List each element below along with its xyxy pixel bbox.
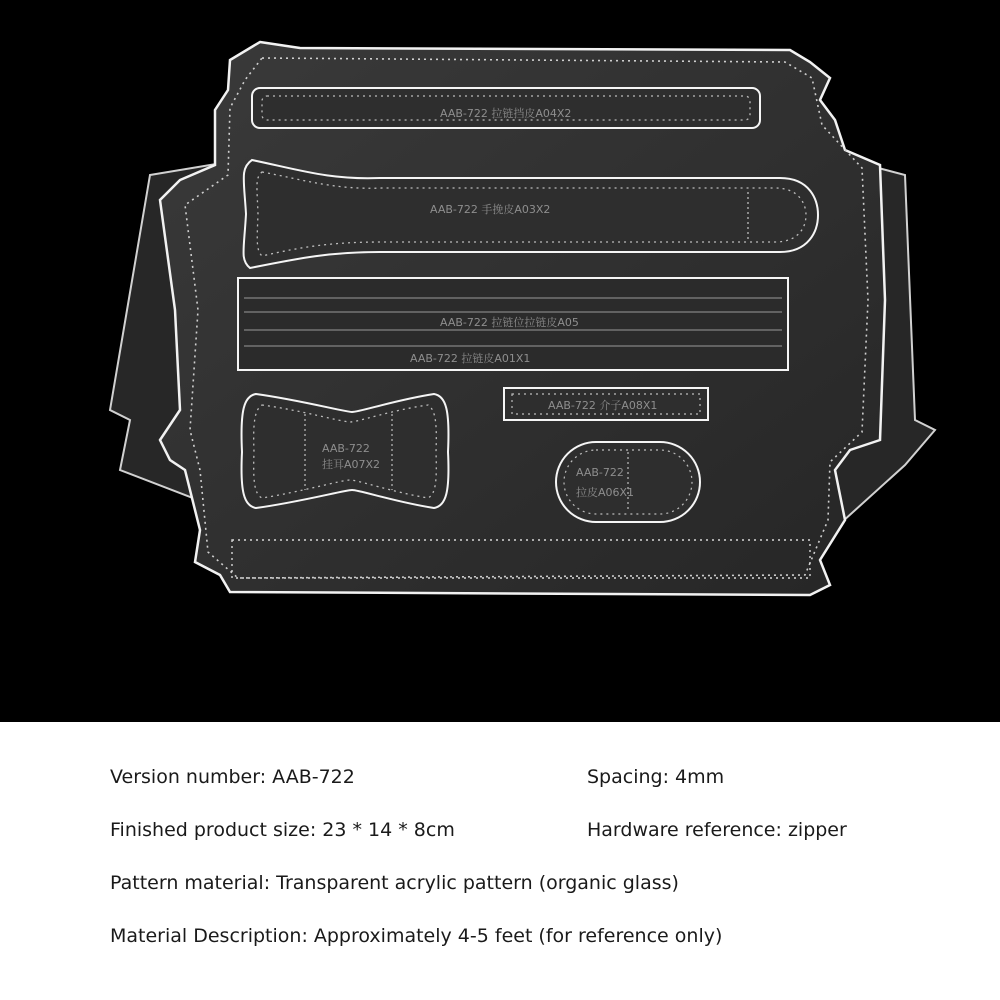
- strap-top-piece: [252, 88, 760, 128]
- zip-panel-piece: [238, 278, 788, 370]
- small-strip-label: AAB-722 介子A08X1: [548, 399, 658, 412]
- bowtie-piece: [242, 394, 449, 508]
- finished-product-size: Finished product size: 23 * 14 * 8cm: [110, 819, 455, 841]
- zip-panel-label-1: AAB-722 拉链位拉链皮A05: [440, 316, 579, 329]
- zip-panel-label-2: AAB-722 拉链皮A01X1: [410, 352, 531, 365]
- strap-top-label: AAB-722 拉链挡皮A04X2: [440, 107, 572, 120]
- bowtie-name: 挂耳A07X2: [322, 458, 381, 471]
- pull-tab-piece: [556, 442, 700, 522]
- pull-tab-code: AAB-722: [576, 466, 624, 479]
- spacing: Spacing: 4mm: [587, 766, 725, 788]
- pattern-material: Pattern material: Transparent acrylic pattern (organic glass): [110, 872, 679, 894]
- version-number: Version number: AAB-722: [110, 766, 355, 788]
- pull-tab-name: 拉皮A06X1: [576, 486, 635, 499]
- handle-label: AAB-722 手挽皮A03X2: [430, 203, 551, 216]
- small-strip-piece: [504, 388, 708, 420]
- material-description: Material Description: Approximately 4-5 feet (for reference only): [110, 925, 723, 947]
- bowtie-code: AAB-722: [322, 442, 370, 455]
- hardware-reference: Hardware reference: zipper: [587, 819, 847, 841]
